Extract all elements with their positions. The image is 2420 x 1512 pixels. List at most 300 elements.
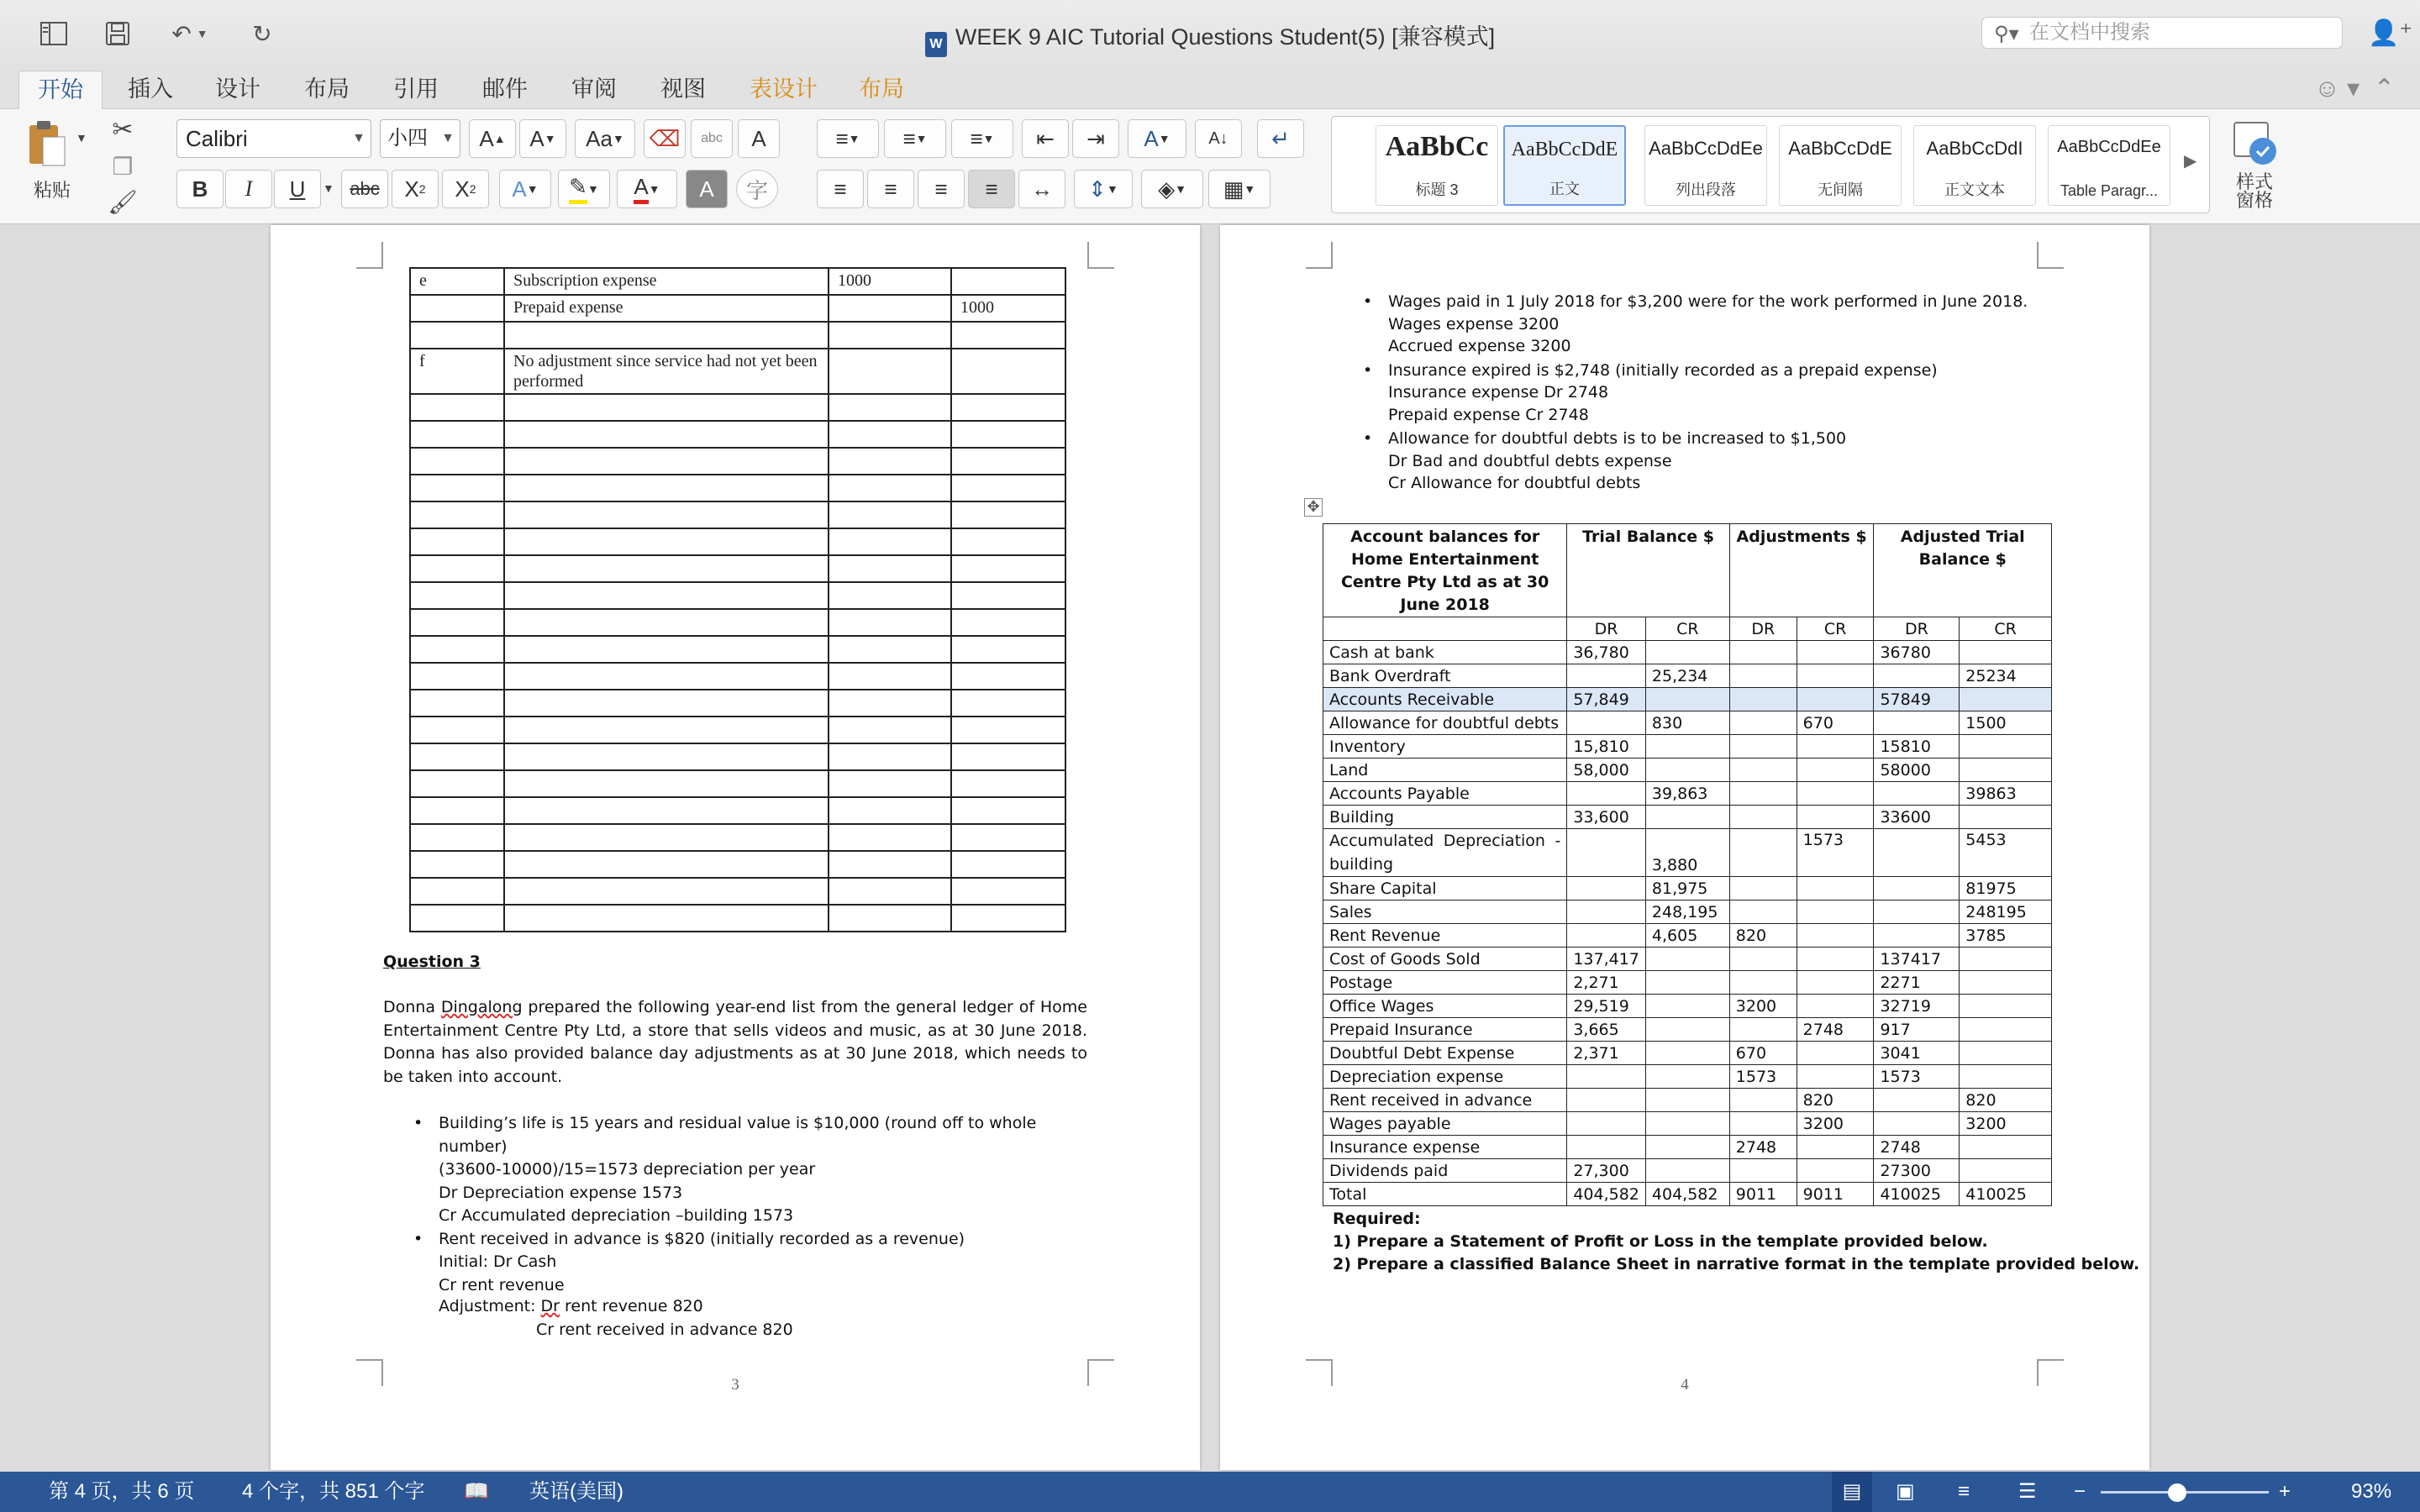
distributed-button[interactable]: ↔	[1018, 170, 1065, 208]
table-cell[interactable]	[504, 770, 829, 797]
table-cell[interactable]	[410, 797, 504, 824]
table-cell[interactable]	[410, 295, 504, 322]
zoom-level[interactable]: 93%	[2351, 1480, 2392, 1503]
amount-cell[interactable]	[1645, 1065, 1729, 1089]
amount-cell[interactable]	[1960, 995, 2052, 1018]
style-no-spacing[interactable]	[1779, 125, 1902, 206]
table-cell[interactable]: No adjustment since service had not yet been performed	[504, 349, 829, 394]
table-cell[interactable]	[410, 878, 504, 905]
header-cr[interactable]: CR	[1797, 617, 1874, 641]
amount-cell[interactable]: 137,417	[1567, 948, 1646, 971]
amount-cell[interactable]	[1960, 1065, 2052, 1089]
amount-cell[interactable]	[1729, 664, 1797, 688]
amount-cell[interactable]: 3785	[1960, 924, 2052, 948]
table-cell[interactable]	[829, 636, 951, 663]
amount-cell[interactable]: 404,582	[1567, 1183, 1646, 1206]
amount-cell[interactable]: 39863	[1960, 782, 2052, 806]
amount-cell[interactable]	[1960, 1018, 2052, 1042]
borders-button[interactable]: ▦ ▼	[1208, 170, 1270, 208]
amount-cell[interactable]: 404,582	[1645, 1183, 1729, 1206]
amount-cell[interactable]: 670	[1729, 1042, 1797, 1065]
amount-cell[interactable]	[1797, 877, 1874, 900]
account-name-cell[interactable]: Rent received in advance	[1323, 1089, 1567, 1112]
table-cell[interactable]: Prepaid expense	[504, 295, 829, 322]
table-cell[interactable]	[410, 609, 504, 636]
amount-cell[interactable]: 3,880	[1645, 829, 1729, 877]
print-layout-view-icon[interactable]: ▤	[1832, 1472, 1872, 1512]
table-cell[interactable]	[504, 322, 829, 349]
paste-icon[interactable]	[24, 116, 71, 171]
table-cell[interactable]	[829, 582, 951, 609]
amount-cell[interactable]	[1960, 1042, 2052, 1065]
table-cell[interactable]	[504, 878, 829, 905]
document-page-3[interactable]	[271, 225, 1200, 1470]
shrink-font-button[interactable]: A ▼	[519, 119, 566, 158]
amount-cell[interactable]	[1645, 759, 1729, 782]
amount-cell[interactable]	[1729, 782, 1797, 806]
amount-cell[interactable]: 137417	[1874, 948, 1960, 971]
amount-cell[interactable]	[1797, 735, 1874, 759]
table-cell[interactable]	[504, 663, 829, 690]
amount-cell[interactable]	[1567, 1065, 1646, 1089]
amount-cell[interactable]: 1500	[1960, 711, 2052, 735]
amount-cell[interactable]: 670	[1797, 711, 1874, 735]
table-cell[interactable]	[504, 501, 829, 528]
amount-cell[interactable]	[1960, 1136, 2052, 1159]
amount-cell[interactable]	[1645, 688, 1729, 711]
table-cell[interactable]	[410, 743, 504, 770]
redo-icon[interactable]: ↻	[252, 20, 272, 47]
account-name-cell[interactable]: Insurance expense	[1323, 1136, 1567, 1159]
table-cell[interactable]	[504, 582, 829, 609]
amount-cell[interactable]	[1729, 735, 1797, 759]
amount-cell[interactable]	[1960, 759, 2052, 782]
amount-cell[interactable]: 27300	[1874, 1159, 1960, 1183]
zoom-slider-handle[interactable]	[2168, 1483, 2186, 1502]
amount-cell[interactable]: 33,600	[1567, 806, 1646, 829]
amount-cell[interactable]: 5453	[1960, 829, 2052, 877]
focus-mode-icon[interactable]: ▣	[1896, 1480, 1915, 1503]
amount-cell[interactable]: 3041	[1874, 1042, 1960, 1065]
styles-more-arrow-icon[interactable]: ▶	[2184, 152, 2197, 171]
amount-cell[interactable]	[1797, 900, 1874, 924]
account-name-cell[interactable]: Depreciation expense	[1323, 1065, 1567, 1089]
amount-cell[interactable]	[1645, 735, 1729, 759]
amount-cell[interactable]	[1797, 1159, 1874, 1183]
outline-view-icon[interactable]: ≡	[1958, 1480, 1970, 1503]
table-cell[interactable]	[410, 851, 504, 878]
character-border-icon[interactable]: A	[738, 119, 780, 158]
table-cell[interactable]	[504, 743, 829, 770]
amount-cell[interactable]: 57,849	[1567, 688, 1646, 711]
table-cell[interactable]	[504, 824, 829, 851]
amount-cell[interactable]: 1573	[1797, 829, 1874, 877]
amount-cell[interactable]	[1874, 829, 1960, 877]
style-table-paragraph[interactable]	[2048, 125, 2170, 206]
table-cell[interactable]	[951, 394, 1065, 421]
table-cell[interactable]	[410, 690, 504, 717]
amount-cell[interactable]	[1645, 1018, 1729, 1042]
style-normal[interactable]	[1503, 125, 1626, 206]
table-cell[interactable]	[829, 878, 951, 905]
amount-cell[interactable]: 29,519	[1567, 995, 1646, 1018]
amount-cell[interactable]	[1797, 688, 1874, 711]
account-name-cell[interactable]: Doubtful Debt Expense	[1323, 1042, 1567, 1065]
account-name-cell[interactable]: Sales	[1323, 900, 1567, 924]
amount-cell[interactable]: 36780	[1874, 641, 1960, 664]
amount-cell[interactable]	[1645, 1136, 1729, 1159]
amount-cell[interactable]: 32719	[1874, 995, 1960, 1018]
shading-button[interactable]: ◈ ▼	[1141, 170, 1203, 208]
phonetic-guide-icon[interactable]: abc	[691, 119, 733, 158]
table-cell[interactable]	[410, 636, 504, 663]
amount-cell[interactable]	[1645, 971, 1729, 995]
amount-cell[interactable]	[1567, 711, 1646, 735]
sort-button[interactable]: A↓	[1195, 119, 1242, 158]
amount-cell[interactable]: 27,300	[1567, 1159, 1646, 1183]
table-cell[interactable]	[410, 475, 504, 501]
table-cell[interactable]	[410, 663, 504, 690]
amount-cell[interactable]	[1567, 877, 1646, 900]
style-body-text[interactable]	[1913, 125, 2036, 206]
underline-button[interactable]: U	[274, 170, 321, 208]
table-cell[interactable]	[504, 690, 829, 717]
tab-insert[interactable]: 插入	[128, 76, 173, 102]
amount-cell[interactable]	[1567, 1136, 1646, 1159]
table-cell[interactable]	[504, 394, 829, 421]
proofing-icon[interactable]: 📖	[464, 1480, 489, 1503]
tab-home[interactable]: 开始	[18, 71, 103, 109]
table-cell[interactable]	[829, 448, 951, 475]
amount-cell[interactable]	[1797, 924, 1874, 948]
enclose-characters-icon[interactable]: 字	[736, 170, 778, 208]
decrease-indent-button[interactable]: ⇤	[1022, 119, 1069, 158]
table-cell[interactable]	[951, 349, 1065, 394]
amount-cell[interactable]: 4,605	[1645, 924, 1729, 948]
tab-review[interactable]: 审阅	[571, 76, 617, 102]
amount-cell[interactable]	[1797, 948, 1874, 971]
amount-cell[interactable]	[1567, 900, 1646, 924]
table-cell[interactable]: f	[410, 349, 504, 394]
amount-cell[interactable]	[1645, 1042, 1729, 1065]
table-cell[interactable]	[504, 717, 829, 743]
account-name-cell[interactable]: Prepaid Insurance	[1323, 1018, 1567, 1042]
table-cell[interactable]	[951, 528, 1065, 555]
table-cell[interactable]	[504, 555, 829, 582]
align-right-button[interactable]: ≡	[918, 170, 965, 208]
table-cell[interactable]	[951, 268, 1065, 295]
amount-cell[interactable]: 820	[1797, 1089, 1874, 1112]
undo-icon[interactable]: ↶ ▼	[171, 20, 208, 47]
table-cell[interactable]	[504, 448, 829, 475]
amount-cell[interactable]: 15810	[1874, 735, 1960, 759]
amount-cell[interactable]	[1960, 1159, 2052, 1183]
account-name-cell[interactable]: Office Wages	[1323, 995, 1567, 1018]
header-trial-balance[interactable]: Trial Balance $	[1567, 524, 1729, 617]
table-cell[interactable]	[410, 528, 504, 555]
amount-cell[interactable]	[1797, 759, 1874, 782]
table-cell[interactable]	[951, 501, 1065, 528]
amount-cell[interactable]: 81,975	[1645, 877, 1729, 900]
amount-cell[interactable]	[1729, 829, 1797, 877]
strikethrough-button[interactable]: abc	[341, 170, 388, 208]
amount-cell[interactable]: 58000	[1874, 759, 1960, 782]
amount-cell[interactable]	[1797, 971, 1874, 995]
amount-cell[interactable]: 2748	[1729, 1136, 1797, 1159]
increase-indent-button[interactable]: ⇥	[1072, 119, 1119, 158]
account-name-cell[interactable]: Bank Overdraft	[1323, 664, 1567, 688]
amount-cell[interactable]: 1573	[1729, 1065, 1797, 1089]
table-cell[interactable]	[410, 770, 504, 797]
change-case-button[interactable]: Aa ▼	[575, 119, 635, 158]
table-cell[interactable]	[504, 528, 829, 555]
styles-pane-button[interactable]	[2225, 118, 2284, 210]
bold-button[interactable]: B	[176, 170, 224, 208]
feedback-smiley-icon[interactable]: ☺ ▾ ⌃	[2314, 75, 2395, 102]
table-cell[interactable]	[951, 582, 1065, 609]
table-cell[interactable]	[504, 609, 829, 636]
share-user-icon[interactable]: 👤⁺	[2368, 19, 2413, 47]
amount-cell[interactable]: 2,371	[1567, 1042, 1646, 1065]
account-name-cell[interactable]: Accounts Receivable	[1323, 688, 1567, 711]
format-painter-icon[interactable]: 🖌	[108, 188, 138, 215]
table-cell[interactable]: Subscription expense	[504, 268, 829, 295]
font-size-select[interactable]	[380, 119, 460, 158]
header-adjustments[interactable]: Adjustments $	[1729, 524, 1874, 617]
amount-cell[interactable]	[1729, 948, 1797, 971]
account-name-cell[interactable]: Accumulated Depreciation - building	[1323, 829, 1567, 877]
header-account[interactable]: Account balances for Home Entertainment Centre Pty Ltd as at 30 June 2018	[1323, 524, 1567, 617]
amount-cell[interactable]: 248195	[1960, 900, 2052, 924]
tab-references[interactable]: 引用	[393, 76, 439, 102]
style-heading-3[interactable]	[1376, 125, 1498, 206]
language[interactable]: 英语(美国)	[529, 1480, 623, 1503]
amount-cell[interactable]	[1960, 806, 2052, 829]
table-cell[interactable]	[951, 797, 1065, 824]
account-name-cell[interactable]: Land	[1323, 759, 1567, 782]
table-cell[interactable]	[410, 555, 504, 582]
amount-cell[interactable]: 3200	[1797, 1112, 1874, 1136]
table-cell[interactable]	[829, 555, 951, 582]
account-name-cell[interactable]: Rent Revenue	[1323, 924, 1567, 948]
table-cell[interactable]	[829, 295, 951, 322]
amount-cell[interactable]	[1729, 877, 1797, 900]
justify-button[interactable]: ≡	[968, 170, 1015, 208]
subscript-button[interactable]: X 2	[392, 170, 439, 208]
character-shading-icon[interactable]: A	[686, 170, 728, 208]
amount-cell[interactable]	[1960, 971, 2052, 995]
table-cell[interactable]	[410, 448, 504, 475]
table-cell[interactable]	[829, 609, 951, 636]
amount-cell[interactable]: 3200	[1960, 1112, 2052, 1136]
show-marks-button[interactable]: ↵	[1257, 119, 1304, 158]
table-cell[interactable]	[829, 475, 951, 501]
table-cell[interactable]	[829, 905, 951, 932]
amount-cell[interactable]: 820	[1960, 1089, 2052, 1112]
table-cell[interactable]	[951, 851, 1065, 878]
table-cell[interactable]	[951, 636, 1065, 663]
header-cr[interactable]: CR	[1645, 617, 1729, 641]
table-cell[interactable]	[410, 582, 504, 609]
amount-cell[interactable]	[1729, 1018, 1797, 1042]
font-name-select[interactable]	[176, 119, 371, 158]
amount-cell[interactable]	[1797, 641, 1874, 664]
account-name-cell[interactable]: Accounts Payable	[1323, 782, 1567, 806]
underline-dropdown-icon[interactable]: ▼	[323, 181, 334, 195]
table-cell[interactable]	[410, 717, 504, 743]
amount-cell[interactable]	[1874, 900, 1960, 924]
header-adjusted-trial-balance[interactable]: Adjusted Trial Balance $	[1874, 524, 2052, 617]
account-name-cell[interactable]: Building	[1323, 806, 1567, 829]
style-list-paragraph[interactable]	[1644, 125, 1767, 206]
amount-cell[interactable]	[1874, 924, 1960, 948]
highlight-color-button[interactable]: ✎ ▼	[558, 170, 610, 208]
adjustments-table[interactable]	[409, 267, 1066, 932]
table-cell[interactable]	[951, 322, 1065, 349]
amount-cell[interactable]	[1797, 1136, 1874, 1159]
table-cell[interactable]	[410, 421, 504, 448]
amount-cell[interactable]	[1797, 995, 1874, 1018]
amount-cell[interactable]	[1729, 806, 1797, 829]
amount-cell[interactable]: 9011	[1797, 1183, 1874, 1206]
table-cell[interactable]	[829, 824, 951, 851]
amount-cell[interactable]	[1567, 1089, 1646, 1112]
zoom-out-icon[interactable]: −	[2074, 1480, 2086, 1503]
amount-cell[interactable]	[1797, 782, 1874, 806]
table-cell[interactable]	[504, 475, 829, 501]
account-name-cell[interactable]: Cost of Goods Sold	[1323, 948, 1567, 971]
table-cell[interactable]	[951, 421, 1065, 448]
amount-cell[interactable]	[1645, 948, 1729, 971]
account-name-cell[interactable]: Postage	[1323, 971, 1567, 995]
amount-cell[interactable]: 248,195	[1645, 900, 1729, 924]
amount-cell[interactable]: 2748	[1874, 1136, 1960, 1159]
account-name-cell[interactable]: Inventory	[1323, 735, 1567, 759]
table-cell[interactable]	[951, 770, 1065, 797]
header-dr[interactable]: DR	[1874, 617, 1960, 641]
table-cell[interactable]	[829, 797, 951, 824]
amount-cell[interactable]	[1797, 664, 1874, 688]
header-dr[interactable]: DR	[1567, 617, 1646, 641]
amount-cell[interactable]	[1729, 688, 1797, 711]
amount-cell[interactable]	[1729, 641, 1797, 664]
amount-cell[interactable]: 33600	[1874, 806, 1960, 829]
table-cell[interactable]	[829, 349, 951, 394]
amount-cell[interactable]: 410025	[1874, 1183, 1960, 1206]
amount-cell[interactable]	[1567, 782, 1646, 806]
multilevel-list-button[interactable]: ≡ ▼	[951, 119, 1013, 158]
table-cell[interactable]	[951, 690, 1065, 717]
table-cell[interactable]	[951, 824, 1065, 851]
table-cell[interactable]	[410, 824, 504, 851]
table-cell[interactable]	[951, 448, 1065, 475]
amount-cell[interactable]: 39,863	[1645, 782, 1729, 806]
cut-icon[interactable]: ✂	[112, 115, 134, 144]
amount-cell[interactable]	[1567, 1112, 1646, 1136]
table-cell[interactable]	[829, 421, 951, 448]
amount-cell[interactable]: 15,810	[1567, 735, 1646, 759]
amount-cell[interactable]	[1645, 995, 1729, 1018]
amount-cell[interactable]	[1729, 1159, 1797, 1183]
table-cell[interactable]	[504, 797, 829, 824]
table-cell[interactable]	[951, 609, 1065, 636]
amount-cell[interactable]: 36,780	[1567, 641, 1646, 664]
amount-cell[interactable]	[1960, 948, 2052, 971]
table-move-handle-icon[interactable]: ✥	[1304, 498, 1323, 517]
amount-cell[interactable]: 1573	[1874, 1065, 1960, 1089]
table-cell[interactable]	[951, 663, 1065, 690]
table-cell[interactable]: e	[410, 268, 504, 295]
grow-font-button[interactable]: A ▲	[469, 119, 516, 158]
amount-cell[interactable]	[1567, 664, 1646, 688]
table-cell[interactable]	[829, 394, 951, 421]
amount-cell[interactable]: 9011	[1729, 1183, 1797, 1206]
amount-cell[interactable]	[1874, 664, 1960, 688]
amount-cell[interactable]: 81975	[1960, 877, 2052, 900]
table-cell[interactable]	[829, 690, 951, 717]
trial-balance-table[interactable]	[1323, 523, 2052, 1206]
table-cell[interactable]	[951, 905, 1065, 932]
line-spacing-button[interactable]: ⇕ ▼	[1074, 170, 1133, 208]
word-count[interactable]: 4 个字，共 851 个字	[242, 1480, 425, 1503]
table-cell[interactable]	[1323, 617, 1567, 641]
amount-cell[interactable]: 2271	[1874, 971, 1960, 995]
table-cell[interactable]	[951, 475, 1065, 501]
amount-cell[interactable]	[1874, 782, 1960, 806]
amount-cell[interactable]	[1729, 759, 1797, 782]
superscript-button[interactable]: X 2	[442, 170, 489, 208]
table-cell[interactable]	[504, 636, 829, 663]
amount-cell[interactable]	[1645, 1089, 1729, 1112]
tab-table-layout[interactable]: 布局	[859, 76, 904, 102]
document-page-4[interactable]	[1220, 225, 2149, 1470]
amount-cell[interactable]	[1645, 806, 1729, 829]
amount-cell[interactable]: 2748	[1797, 1018, 1874, 1042]
table-cell[interactable]	[951, 555, 1065, 582]
tab-mailings[interactable]: 邮件	[482, 76, 528, 102]
paste-dropdown-icon[interactable]: ▼	[76, 131, 87, 144]
amount-cell[interactable]	[1729, 900, 1797, 924]
amount-cell[interactable]	[1874, 711, 1960, 735]
account-name-cell[interactable]: Share Capital	[1323, 877, 1567, 900]
amount-cell[interactable]	[1729, 711, 1797, 735]
amount-cell[interactable]: 58,000	[1567, 759, 1646, 782]
account-name-cell[interactable]: Wages payable	[1323, 1112, 1567, 1136]
table-cell[interactable]	[410, 394, 504, 421]
amount-cell[interactable]	[1874, 1089, 1960, 1112]
amount-cell[interactable]: 25234	[1960, 664, 2052, 688]
table-cell[interactable]	[504, 905, 829, 932]
copy-icon[interactable]: ❐	[112, 153, 134, 180]
table-cell[interactable]	[504, 421, 829, 448]
bullets-button[interactable]: ≡ ▼	[817, 119, 879, 158]
amount-cell[interactable]	[1797, 1042, 1874, 1065]
numbering-button[interactable]: ≡ ▼	[884, 119, 946, 158]
table-cell[interactable]	[951, 878, 1065, 905]
amount-cell[interactable]	[1874, 877, 1960, 900]
amount-cell[interactable]	[1960, 735, 2052, 759]
amount-cell[interactable]	[1797, 1065, 1874, 1089]
amount-cell[interactable]	[1797, 806, 1874, 829]
amount-cell[interactable]: 410025	[1960, 1183, 2052, 1206]
amount-cell[interactable]: 57849	[1874, 688, 1960, 711]
table-cell[interactable]	[951, 743, 1065, 770]
amount-cell[interactable]	[1567, 924, 1646, 948]
table-cell[interactable]: 1000	[951, 295, 1065, 322]
amount-cell[interactable]: 917	[1874, 1018, 1960, 1042]
asian-layout-button[interactable]: A ▼	[1128, 119, 1186, 158]
table-cell[interactable]	[829, 743, 951, 770]
